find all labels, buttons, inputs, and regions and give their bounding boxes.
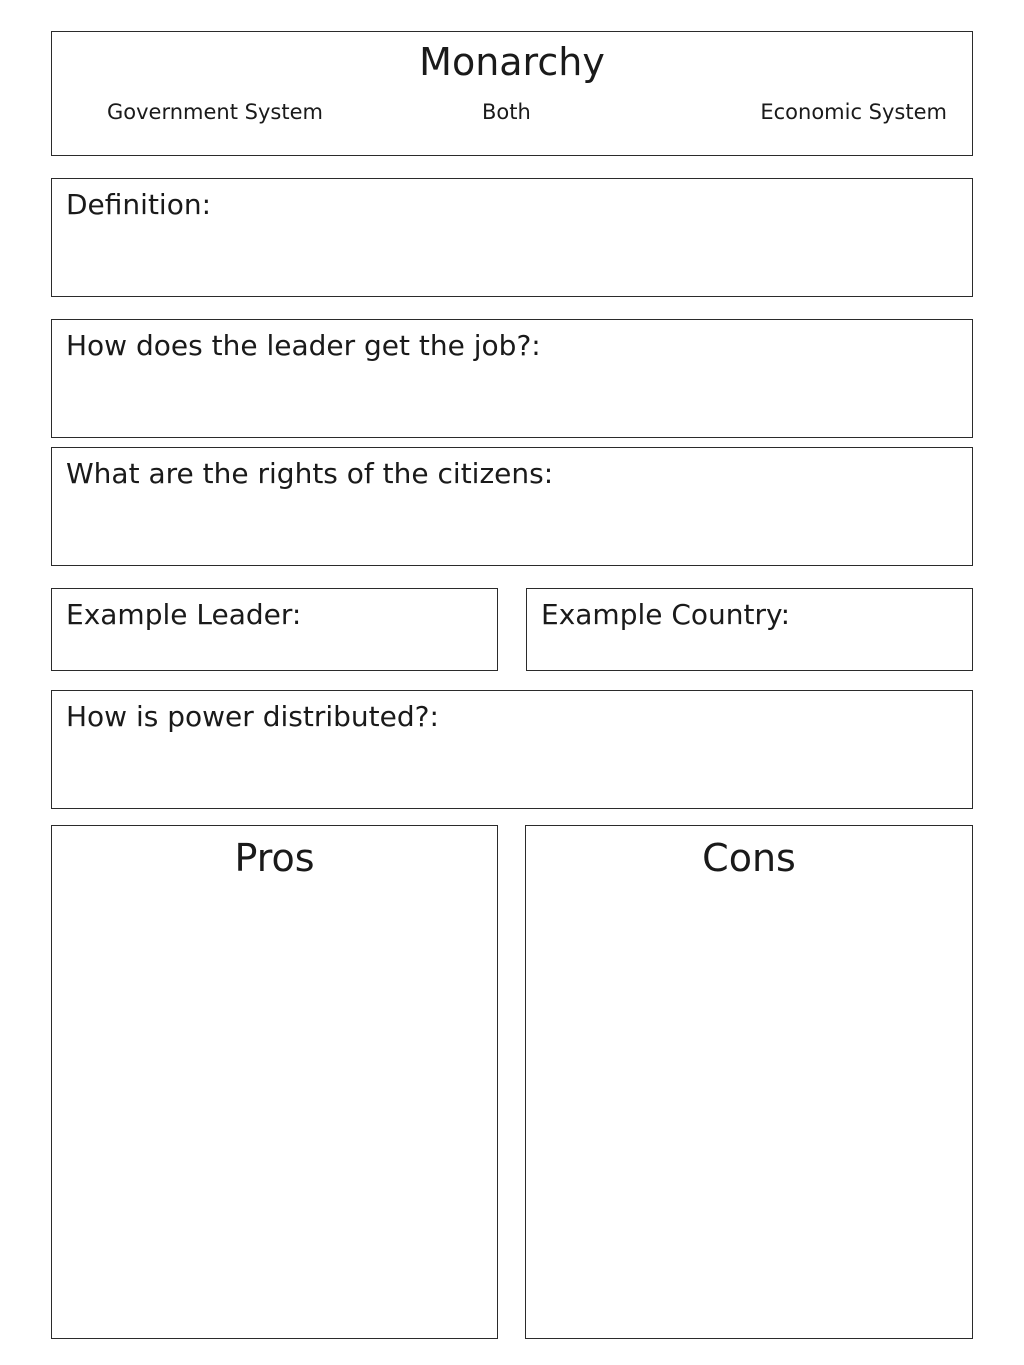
example-country-box[interactable] (526, 588, 973, 671)
leader-job-box[interactable] (51, 319, 973, 438)
pros-heading: Pros (234, 836, 315, 880)
pros-box[interactable] (51, 825, 498, 1339)
cons-box[interactable] (525, 825, 973, 1339)
power-distribution-box[interactable] (51, 690, 973, 809)
option-both[interactable]: Both (482, 100, 531, 124)
header-box (51, 31, 973, 156)
example-leader-box[interactable] (51, 588, 498, 671)
power-distribution-label: How is power distributed?: (66, 700, 439, 733)
option-government-system[interactable]: Government System (107, 100, 323, 124)
leader-job-label: How does the leader get the job?: (66, 329, 541, 362)
option-economic-system[interactable]: Economic System (760, 100, 947, 124)
example-leader-label: Example Leader: (66, 598, 302, 631)
citizen-rights-label: What are the rights of the citizens: (66, 457, 554, 490)
definition-box[interactable] (51, 178, 973, 297)
worksheet-title: Monarchy (419, 40, 605, 84)
example-country-label: Example Country: (541, 598, 791, 631)
citizen-rights-box[interactable] (51, 447, 973, 566)
definition-label: Definition: (66, 188, 212, 221)
cons-heading: Cons (702, 836, 796, 880)
